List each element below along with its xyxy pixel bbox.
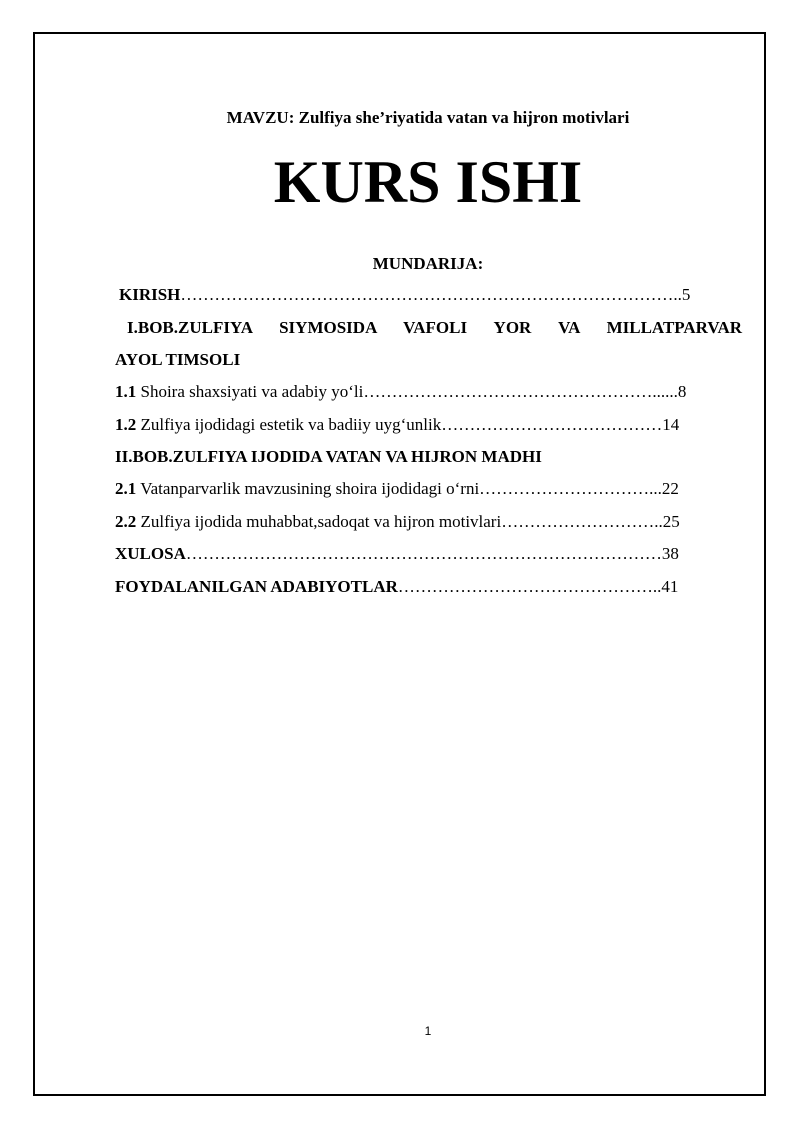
toc-entry-label: FOYDALANILGAN ADABIYOTLAR [115, 577, 398, 596]
toc-leader-dots: …………………………………………………………………………….. [180, 285, 682, 304]
toc-page-number: 25 [662, 512, 680, 531]
toc-page-number: 14 [662, 415, 680, 434]
toc-entry-label: KIRISH [119, 285, 181, 304]
toc-entry-label: XULOSA [115, 544, 186, 563]
toc-section-number: 1.2 [115, 415, 137, 434]
toc-entry-kirish [119, 284, 749, 306]
toc-page-number: 8 [677, 382, 687, 401]
toc-page-number: 41 [661, 577, 679, 596]
toc-entry-1-2 [115, 414, 745, 436]
toc-entry-2-2 [115, 511, 745, 533]
toc-heading: MUNDARIJA: [372, 254, 484, 273]
toc-section-number: 2.2 [115, 512, 137, 531]
toc-leader-dots: ……………………………………….. [397, 577, 662, 596]
toc-page-number: 5 [681, 285, 691, 304]
toc-chapter-1-line-2: AYOL TIMSOLI [115, 350, 241, 369]
toc-leader-dots: …………………………... [479, 479, 662, 498]
toc-section-title: Shoira shaxsiyati va adabiy yo‘li [136, 382, 364, 401]
toc-chapter-1-line-1: I.BOB.ZULFIYA SIYMOSIDA VAFOLI YOR VA MILLATPARVAR [127, 318, 742, 337]
toc-leader-dots: ………………………………………………………………………… [185, 544, 662, 563]
toc-section-title: Vatanparvarlik mavzusining shoira ijodidagi o‘rni [136, 479, 480, 498]
document-title: KURS ISHI [273, 149, 583, 215]
toc-entry-1-1 [115, 381, 745, 403]
toc-entry-foydalanilgan-adabiyotlar [115, 576, 745, 598]
toc-leader-dots: ………………………………… [441, 415, 663, 434]
toc-section-title: Zulfiya ijodidagi estetik va badiiy uyg‘unlik [136, 415, 442, 434]
toc-section-number: 2.1 [115, 479, 137, 498]
toc-section-number: 1.1 [115, 382, 137, 401]
toc-entry-2-1 [115, 478, 745, 500]
toc-chapter-2: II.BOB.ZULFIYA IJODIDA VATAN VA HIJRON MADHI [115, 447, 542, 466]
subject-line: MAVZU: Zulfiya she’riyatida vatan va hijron motivlari [226, 108, 630, 127]
toc-entry-xulosa [115, 543, 745, 565]
toc-page-number: 38 [661, 544, 679, 563]
toc-page-number: 22 [661, 479, 679, 498]
toc-leader-dots: ……………………………………………...... [363, 382, 678, 401]
page-number: 1 [424, 1024, 432, 1038]
toc-leader-dots: ……………………….. [501, 512, 663, 531]
toc-section-title: Zulfiya ijodida muhabbat,sadoqat va hijron motivlari [136, 512, 502, 531]
